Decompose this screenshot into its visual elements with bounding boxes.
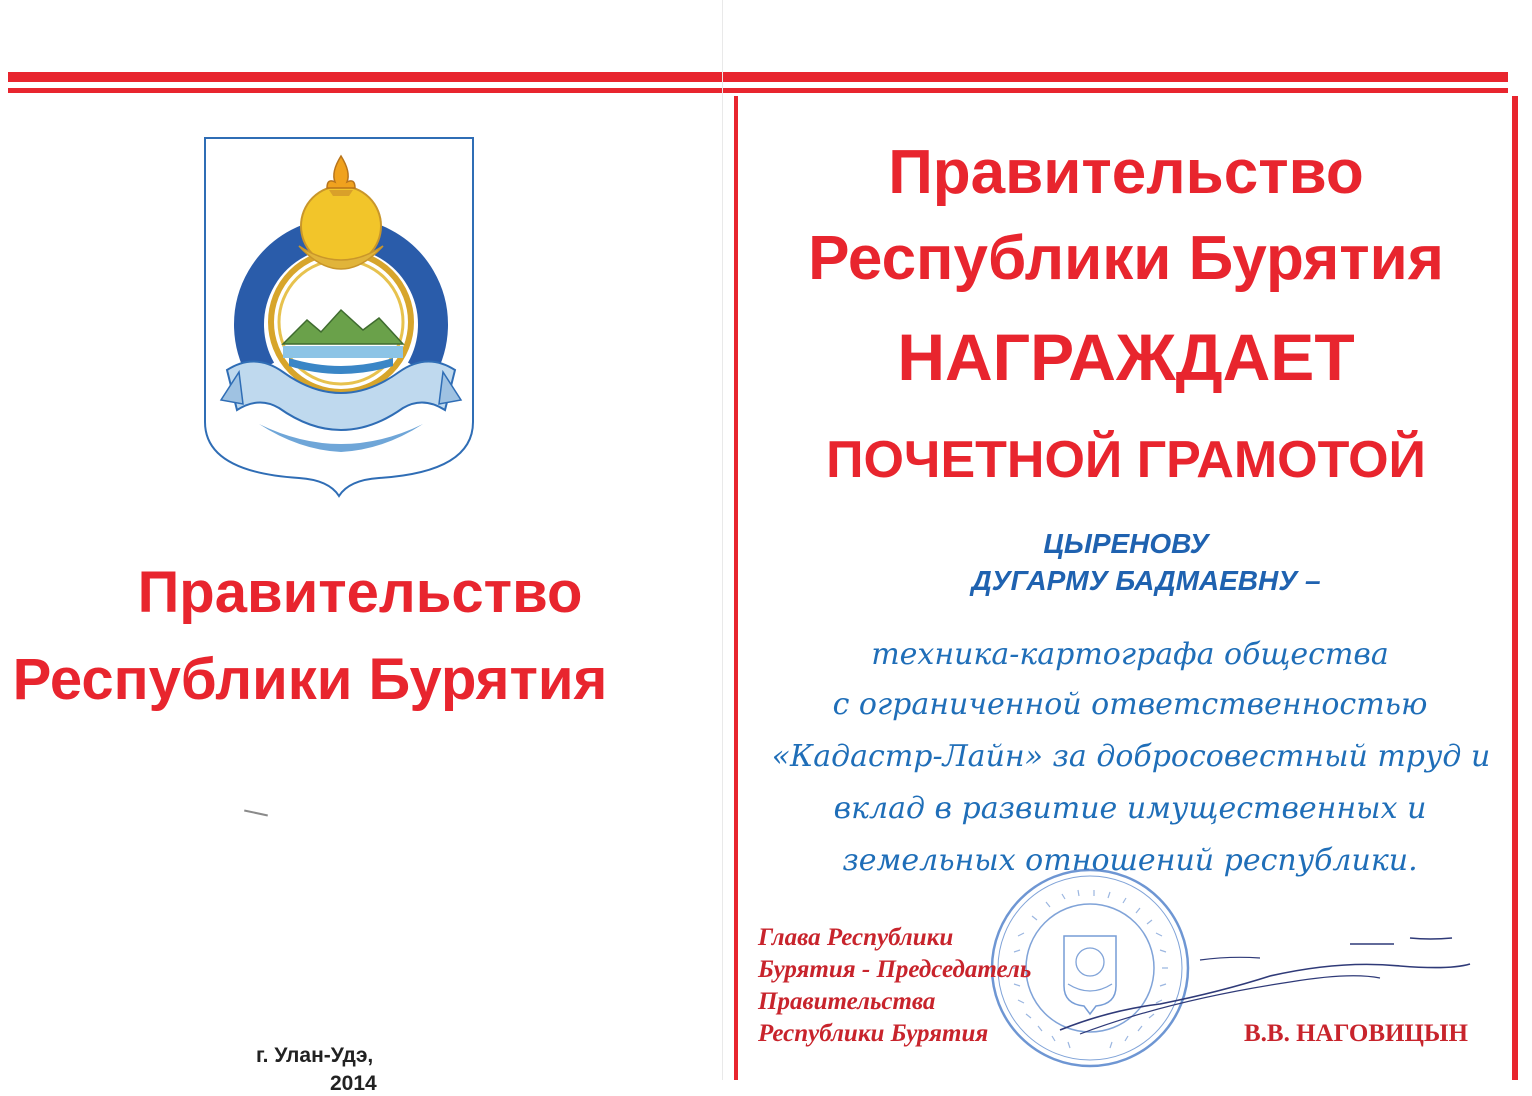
signature-title-line: Республики Бурятия bbox=[758, 1020, 989, 1047]
coat-of-arms-icon bbox=[199, 134, 479, 504]
year-label: 2014 bbox=[330, 1072, 377, 1095]
right-title-line2: Республики Бурятия bbox=[808, 224, 1444, 293]
left-title-line1: Правительство bbox=[137, 560, 583, 625]
awards-heading: НАГРАЖДАЕТ bbox=[897, 320, 1355, 394]
description-line: техника-картографа общества bbox=[871, 637, 1389, 672]
award-type-heading: ПОЧЕТНОЙ ГРАМОТОЙ bbox=[826, 431, 1426, 489]
left-title-line2: Республики Бурятия bbox=[12, 647, 608, 712]
top-red-stripe bbox=[8, 72, 1508, 82]
recipient-name: ДУГАРМУ БАДМАЕВНУ – bbox=[971, 565, 1321, 596]
fold-line bbox=[722, 0, 723, 1080]
right-title-line1: Правительство bbox=[888, 138, 1364, 207]
pen-mark bbox=[244, 810, 268, 817]
signer-name: В.В. НАГОВИЦЫН bbox=[1244, 1020, 1468, 1047]
recipient-surname: ЦЫРЕНОВУ bbox=[1043, 528, 1209, 559]
description-line: с ограниченной ответственностью bbox=[832, 687, 1428, 722]
signature-title-line: Глава Республики bbox=[758, 924, 954, 951]
signature-title-line: Правительства bbox=[758, 988, 936, 1015]
description-line: «Кадастр-Лайн» за добросовестный труд и bbox=[771, 739, 1491, 774]
right-panel-left-border bbox=[734, 96, 738, 1080]
top-red-thin-stripe bbox=[8, 88, 1508, 93]
city-label: г. Улан-Удэ, bbox=[256, 1044, 374, 1067]
signature-title-line: Бурятия - Председатель bbox=[758, 956, 1032, 983]
description-line: вклад в развитие имущественных и bbox=[833, 791, 1427, 826]
description-line: земельных отношений республики. bbox=[842, 843, 1418, 878]
